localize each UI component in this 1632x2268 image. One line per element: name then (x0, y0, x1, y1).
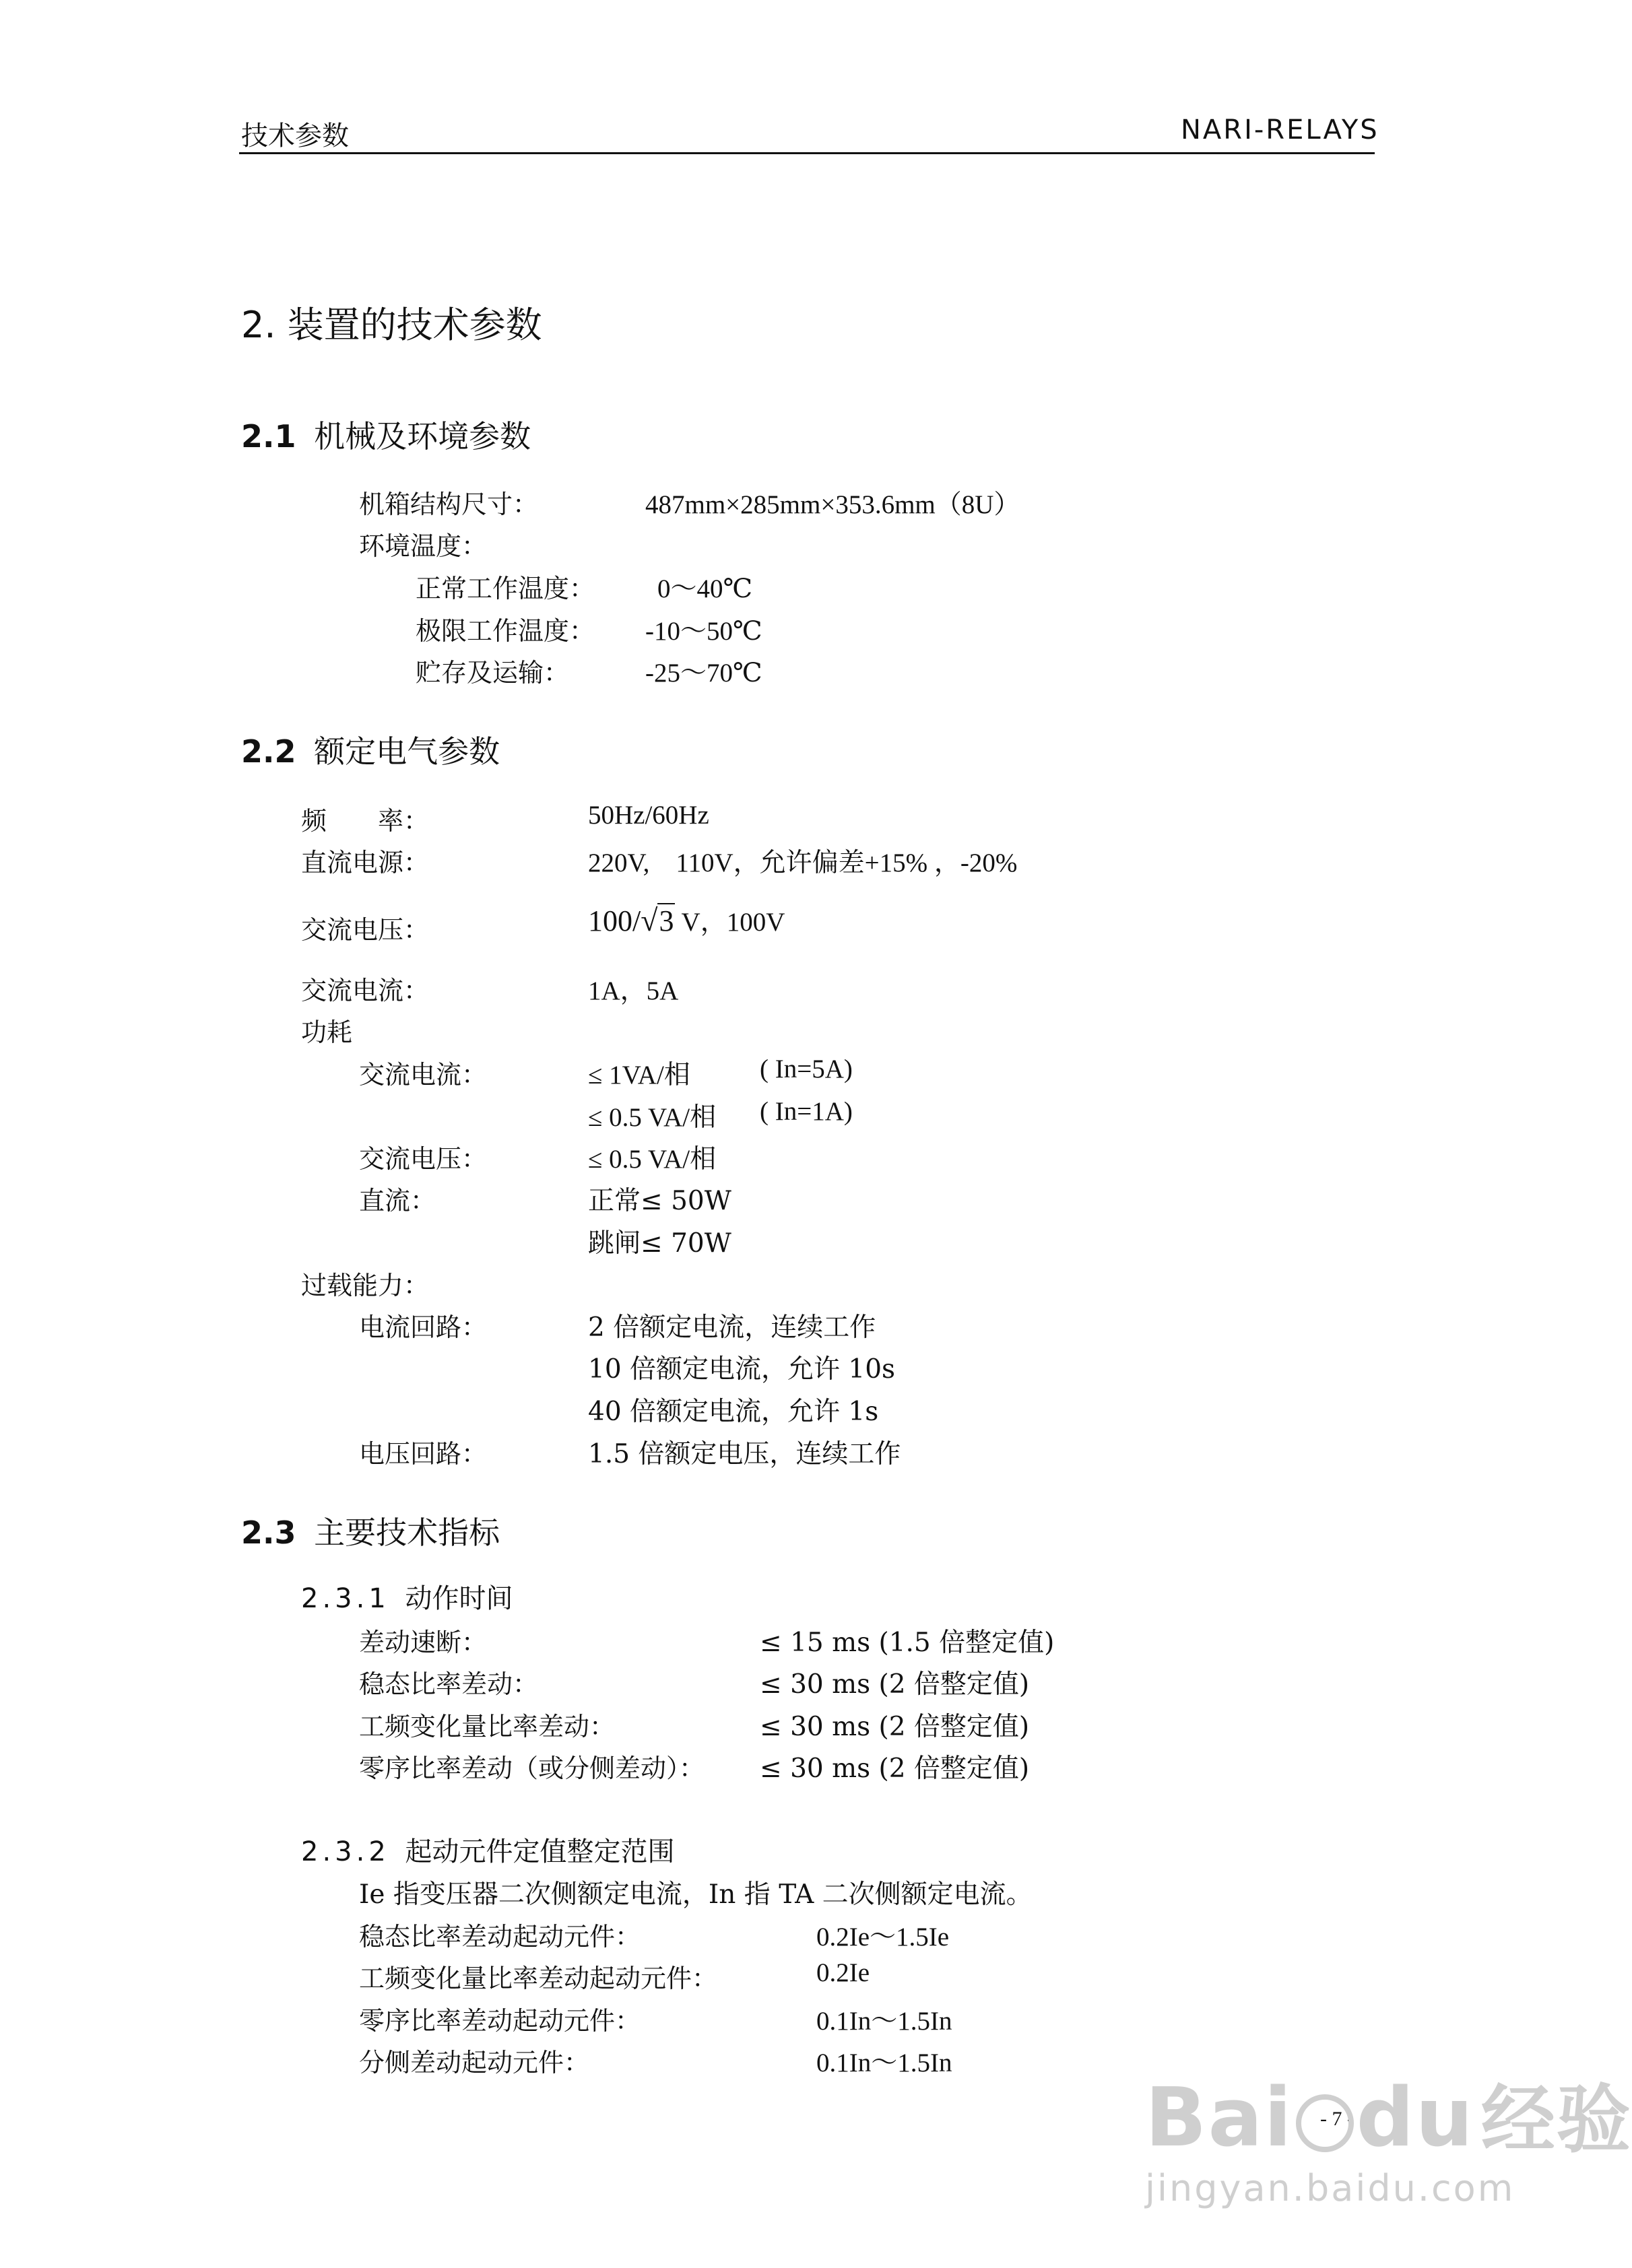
overload-current-value-2: 10 倍额定电流，允许 10s (588, 1354, 896, 1385)
row-value: 0.1In～1.5In (816, 2048, 952, 2077)
overload-voltage-value: 1.5 倍额定电压，连续工作 (588, 1439, 901, 1469)
header-section-title: 技术参数 (241, 121, 349, 152)
power-aci-note-1: ( In=5A) (760, 1055, 853, 1083)
acv-label: 交流电压： (301, 915, 430, 945)
row-label: 机箱结构尺寸： (359, 490, 539, 519)
row-label: 稳态比率差动起动元件： (359, 1922, 641, 1952)
subsection-2-3-2-heading (301, 1830, 675, 1869)
section-number: 2.3 (241, 1514, 296, 1551)
row-value: -10～50℃ (645, 617, 762, 646)
row-label: 工频变化量比率差动： (359, 1712, 616, 1741)
power-acv-label: 交流电压： (359, 1144, 488, 1174)
row-value: 0.1In～1.5In (816, 2007, 952, 2036)
row-label: 零序比率差动起动元件： (359, 2006, 641, 2036)
overload-current-value-1: 2 倍额定电流，连续工作 (588, 1312, 876, 1343)
row-value: ≤ 30 ms (2 倍整定值) (760, 1712, 1030, 1742)
power-label: 功耗 (301, 1018, 353, 1047)
subsection-note: Ie 指变压器二次侧额定电流，In 指 TA 二次侧额定电流。 (359, 1879, 1033, 1910)
watermark-brand-2: du (1356, 2071, 1474, 2165)
subsection-2-3-1-heading (301, 1577, 513, 1615)
watermark-brand: Bai (1145, 2071, 1293, 2165)
power-dc-value-1: 正常≤ 50W (588, 1186, 731, 1216)
subsection-number: 2.3.1 (301, 1583, 390, 1614)
power-aci-label: 交流电流： (359, 1060, 488, 1090)
header-brand: NARI-RELAYS (1181, 114, 1379, 145)
row-value: 487mm×285mm×353.6mm（8U） (645, 490, 1020, 519)
row-value: ≤ 30 ms (2 倍整定值) (760, 1669, 1030, 1700)
row-value: ≤ 30 ms (2 倍整定值) (760, 1754, 1030, 1784)
overload-current-label: 电流回路： (359, 1312, 488, 1342)
section-2-1-heading (241, 412, 531, 457)
subsection-number: 2.3.2 (301, 1836, 390, 1867)
section-title: 额定电气参数 (314, 733, 500, 770)
row-label: 环境温度： (359, 531, 488, 561)
row-label: 差动速断： (359, 1628, 488, 1657)
power-aci-note-2: ( In=1A) (760, 1097, 853, 1126)
row-value: ≤ 15 ms (1.5 倍整定值) (760, 1628, 1055, 1658)
dc-value: 220V, 110V，允许偏差+15% ，-20% (588, 848, 1018, 877)
subsection-title: 起动元件定值整定范围 (405, 1836, 675, 1867)
aci-value: 1A，5A (588, 976, 679, 1005)
section-number: 2.2 (241, 733, 296, 770)
watermark-cn: 经验 (1480, 2077, 1632, 2163)
header-rule (239, 152, 1375, 154)
section-title: 机械及环境参数 (314, 418, 531, 455)
power-acv-value: ≤ 0.5 VA/相 (588, 1145, 717, 1174)
acv-value-pre: 100/ (588, 904, 641, 937)
row-value: 0.2Ie (816, 1958, 870, 1987)
row-value: 0.2Ie～1.5Ie (816, 1923, 950, 1952)
row-label: 贮存及运输： (416, 658, 570, 688)
power-aci-value-2: ≤ 0.5 VA/相 (588, 1103, 717, 1132)
dc-label: 直流电源： (301, 848, 430, 877)
sqrt-symbol: √ (641, 903, 658, 937)
acv-value (588, 901, 785, 939)
row-label: 工频变化量比率差动起动元件： (359, 1964, 718, 1993)
row-label: 正常工作温度： (416, 574, 595, 603)
power-aci-value-1: ≤ 1VA/相 (588, 1061, 690, 1090)
overload-current-value-3: 40 倍额定电流，允许 1s (588, 1397, 879, 1427)
overload-voltage-label: 电压回路： (359, 1439, 488, 1469)
chapter-title: 2. 装置的技术参数 (241, 304, 542, 346)
section-number: 2.1 (241, 418, 296, 455)
row-value: -25～70℃ (645, 659, 762, 688)
row-value: 0～40℃ (657, 574, 753, 603)
page-number: - 7 - (1320, 2108, 1354, 2130)
row-label: 稳态比率差动： (359, 1669, 539, 1699)
freq-value: 50Hz/60Hz (588, 801, 709, 830)
section-2-3-heading (241, 1508, 500, 1553)
row-label: 分侧差动起动元件： (359, 2048, 590, 2077)
acv-value-post: V，100V (675, 908, 785, 937)
row-label: 零序比率差动（或分侧差动）： (359, 1754, 705, 1783)
baidu-watermark-logo (1145, 2061, 1632, 2167)
power-dc-value-2: 跳闸≤ 70W (588, 1228, 731, 1259)
watermark-url: jingyan.baidu.com (1145, 2167, 1515, 2209)
section-title: 主要技术指标 (314, 1514, 500, 1551)
acv-value-root: 3 (659, 904, 674, 937)
aci-label: 交流电流： (301, 976, 430, 1005)
paw-icon (1296, 2094, 1354, 2152)
overload-label: 过载能力： (301, 1271, 430, 1300)
freq-label: 频 率： (301, 806, 430, 836)
section-2-2-heading (241, 727, 500, 772)
row-label: 极限工作温度： (416, 616, 595, 646)
power-dc-label: 直流： (359, 1186, 436, 1215)
subsection-title: 动作时间 (405, 1583, 513, 1614)
